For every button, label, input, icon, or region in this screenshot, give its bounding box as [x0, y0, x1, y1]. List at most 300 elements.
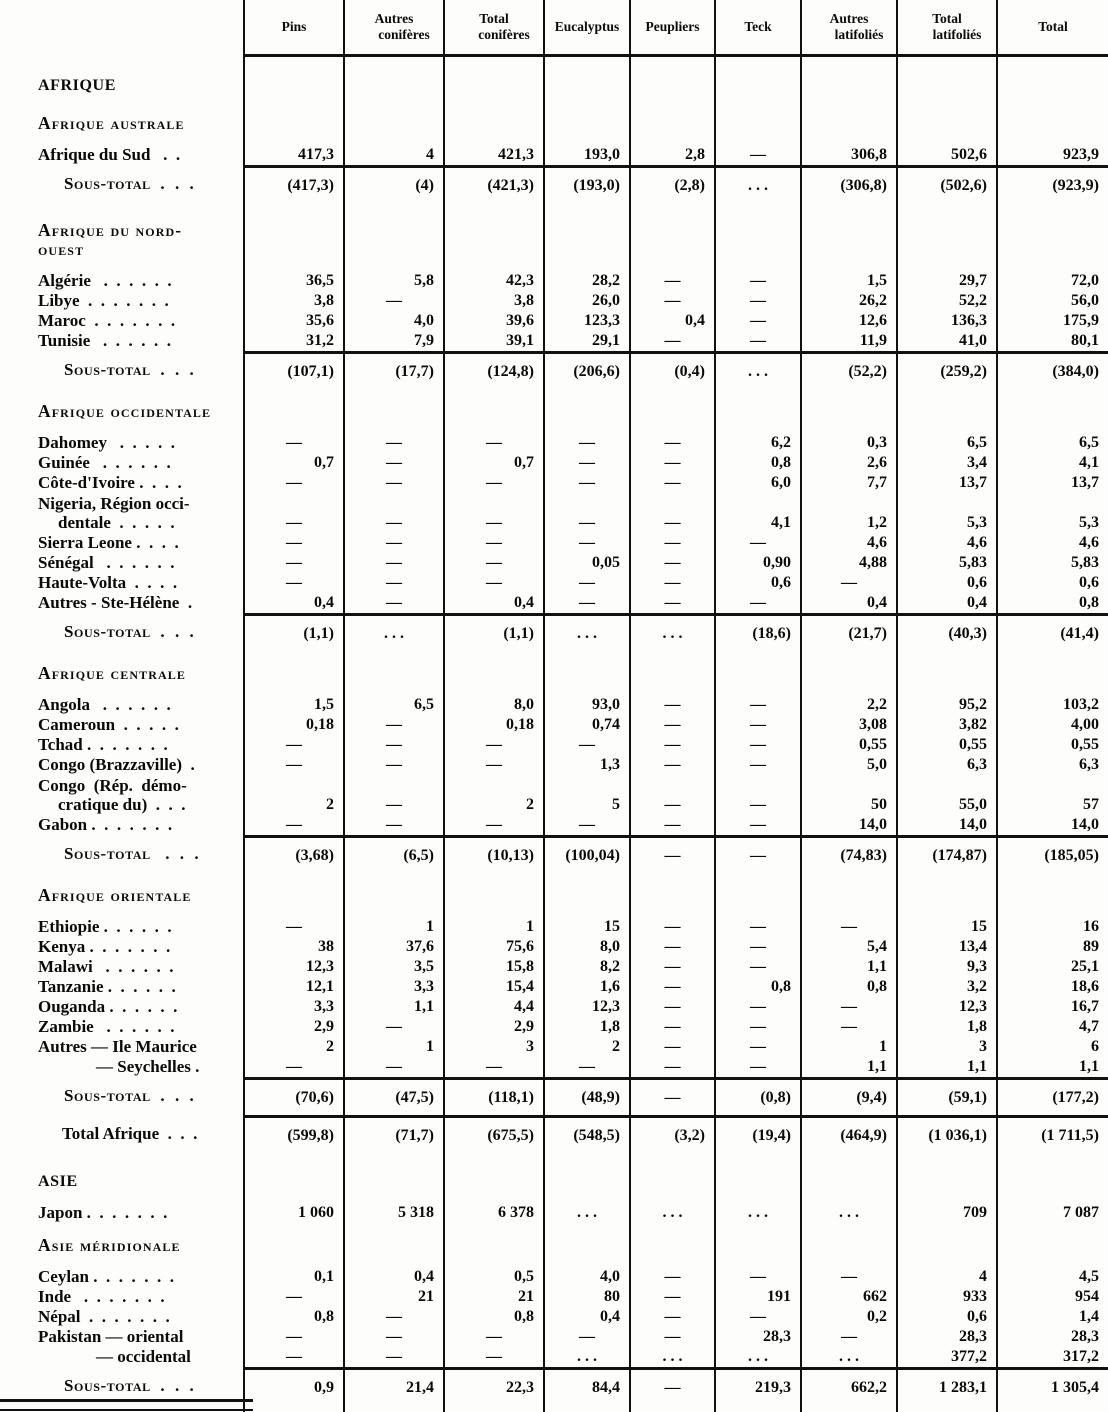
cell-eucalyptus	[543, 1115, 629, 1153]
dash-value: —	[750, 1038, 766, 1055]
numeric-value: 1,1	[414, 998, 434, 1015]
label-line: Congo (Rép. démo-	[38, 776, 187, 795]
numeric-value: 3,4	[967, 454, 987, 471]
cell-peupliers	[629, 715, 714, 735]
country-row	[0, 911, 1108, 937]
dash-value: —	[286, 434, 302, 451]
column-header-peupliers	[629, 0, 714, 57]
cell-eucalyptus	[543, 573, 629, 593]
numeric-value: 5,3	[1079, 514, 1099, 531]
cell-peupliers	[629, 473, 714, 493]
country-row	[0, 815, 1108, 835]
numeric-value: 25,1	[1071, 958, 1099, 975]
cell-teck	[714, 873, 800, 911]
cell-eucalyptus	[543, 1223, 629, 1261]
cell-peupliers	[629, 493, 714, 533]
cell-total-coniferes	[443, 291, 543, 311]
cell-total	[996, 1115, 1108, 1153]
cell-peupliers	[629, 139, 714, 165]
numeric-value: 95,2	[959, 696, 987, 713]
dash-value: —	[386, 534, 402, 551]
row-label-text	[38, 886, 192, 905]
numeric-value: 1,6	[600, 978, 620, 995]
section-heading-row	[0, 203, 1108, 265]
numeric-value: 55,0	[959, 796, 987, 813]
numeric-value: 15,4	[506, 978, 534, 995]
row-label	[0, 1017, 243, 1037]
dash-value: —	[664, 938, 681, 955]
dash-value: —	[286, 474, 302, 491]
cell-pins	[243, 331, 343, 351]
numeric-value: 38	[318, 938, 334, 955]
numeric-value: 26,0	[592, 292, 620, 309]
numeric-value: 0,8	[314, 1308, 334, 1325]
row-label-text	[38, 1124, 197, 1143]
numeric-value: 6,3	[967, 756, 987, 773]
cell-autres-latifolies	[800, 389, 896, 427]
numeric-value: 5,4	[867, 938, 887, 955]
row-label-text	[38, 291, 169, 310]
numeric-value: (59,1)	[948, 1088, 987, 1106]
dash-value: —	[750, 534, 766, 551]
numeric-value: (48,9)	[581, 1088, 620, 1106]
row-label	[0, 977, 243, 997]
cell-autres-latifolies	[800, 1327, 896, 1347]
dash-value: —	[579, 574, 595, 591]
cell-pins	[243, 613, 343, 651]
row-label-text	[38, 221, 182, 259]
cell-pins	[243, 473, 343, 493]
cell-total	[996, 835, 1108, 873]
cell-total	[996, 1367, 1108, 1405]
cell-total-coniferes	[443, 265, 543, 291]
cell-autres-coniferes	[343, 1223, 443, 1261]
numeric-value: 1,4	[1079, 1308, 1099, 1325]
country-row	[0, 493, 1108, 533]
cell-pins	[243, 573, 343, 593]
country-row	[0, 1261, 1108, 1287]
numeric-value: 0,18	[306, 716, 334, 733]
numeric-value: 2	[612, 1038, 620, 1055]
cell-total	[996, 911, 1108, 937]
cell-peupliers	[629, 835, 714, 873]
numeric-value: 2	[326, 796, 334, 813]
row-label-text	[38, 174, 194, 193]
numeric-value: 2	[326, 1038, 334, 1055]
cell-pins	[243, 1037, 343, 1057]
cell-total	[996, 573, 1108, 593]
cell-total	[996, 715, 1108, 735]
cell-autres-coniferes	[343, 473, 443, 493]
cell-teck	[714, 1077, 800, 1115]
dash-value: —	[579, 1328, 595, 1345]
dash-value: —	[750, 312, 766, 329]
column-header-label	[744, 19, 771, 35]
cell-total-coniferes	[443, 1057, 543, 1077]
cell-eucalyptus	[543, 203, 629, 265]
numeric-value: (71,7)	[395, 1126, 434, 1144]
cell-teck	[714, 651, 800, 689]
cell-total	[996, 735, 1108, 755]
section-heading-row	[0, 389, 1108, 427]
cell-eucalyptus	[543, 715, 629, 735]
cell-eucalyptus	[543, 937, 629, 957]
numeric-value: 0,4	[967, 594, 987, 611]
dash-value: —	[664, 574, 681, 591]
cell-total-coniferes	[443, 473, 543, 493]
dash-value: —	[579, 474, 595, 491]
country-row	[0, 937, 1108, 957]
numeric-value: 3,2	[967, 978, 987, 995]
numeric-value: (417,3)	[287, 176, 334, 194]
cell-teck	[714, 1017, 800, 1037]
cell-total-coniferes	[443, 689, 543, 715]
numeric-value: (384,0)	[1052, 362, 1099, 380]
cell-autres-latifolies	[800, 453, 896, 473]
cell-total-coniferes	[443, 311, 543, 331]
cell-total-coniferes	[443, 911, 543, 937]
cell-teck	[714, 427, 800, 453]
row-label	[0, 1037, 243, 1057]
cell-total	[996, 1287, 1108, 1307]
cell-eucalyptus	[543, 291, 629, 311]
dash-value: —	[486, 736, 502, 753]
cell-peupliers	[629, 389, 714, 427]
cell-total-coniferes	[443, 997, 543, 1017]
cell-total	[996, 1197, 1108, 1223]
cell-teck	[714, 331, 800, 351]
cell-pins	[243, 835, 343, 873]
section-label	[0, 101, 243, 139]
cell-teck	[714, 937, 800, 957]
cell-eucalyptus	[543, 911, 629, 937]
row-label-text	[38, 1307, 170, 1326]
cell-teck	[714, 835, 800, 873]
dash-value: —	[841, 574, 857, 591]
cell-total-coniferes	[443, 203, 543, 265]
numeric-value: 1,1	[867, 958, 887, 975]
numeric-value: 56,0	[1071, 292, 1099, 309]
cell-teck	[714, 755, 800, 775]
cell-total	[996, 473, 1108, 493]
cell-autres-latifolies	[800, 957, 896, 977]
dash-value: —	[664, 1308, 681, 1325]
cell-autres-coniferes	[343, 873, 443, 911]
country-row	[0, 957, 1108, 977]
cell-eucalyptus	[543, 1261, 629, 1287]
cell-peupliers	[629, 815, 714, 835]
numeric-value: 42,3	[506, 272, 534, 289]
cell-eucalyptus	[543, 689, 629, 715]
label-line: Sous-total . . .	[64, 844, 200, 863]
numeric-value: 3	[979, 1038, 987, 1055]
cell-eucalyptus	[543, 957, 629, 977]
numeric-value: 29,7	[959, 272, 987, 289]
cell-autres-latifolies	[800, 351, 896, 389]
cell-pins	[243, 453, 343, 473]
cell-total-latifolies	[896, 1057, 996, 1077]
dash-value: —	[386, 292, 402, 309]
cell-total-coniferes	[443, 1367, 543, 1405]
numeric-value: 193,0	[584, 146, 620, 163]
numeric-value: 1,1	[967, 1058, 987, 1075]
dash-value: —	[286, 816, 302, 833]
numeric-value: 5	[612, 796, 620, 813]
numeric-value: 37,6	[406, 938, 434, 955]
label-line: Afrique centrale	[38, 663, 186, 683]
country-row	[0, 1017, 1108, 1037]
cell-total-coniferes	[443, 1197, 543, 1223]
numeric-value: 1	[526, 918, 534, 935]
numeric-value: 0,6	[771, 574, 791, 591]
dash-value: —	[750, 998, 766, 1015]
numeric-value: 1 305,4	[1051, 1378, 1099, 1396]
country-row	[0, 689, 1108, 715]
cell-total-latifolies	[896, 291, 996, 311]
row-label	[0, 755, 243, 775]
cell-eucalyptus	[543, 1037, 629, 1057]
numeric-value: 12,3	[306, 958, 334, 975]
cell-total-latifolies	[896, 1223, 996, 1261]
cell-pins	[243, 311, 343, 331]
numeric-value: 3,3	[414, 978, 434, 995]
cell-eucalyptus	[543, 473, 629, 493]
cell-peupliers	[629, 613, 714, 651]
cell-total	[996, 1077, 1108, 1115]
country-row	[0, 427, 1108, 453]
label-line: Tunisie . . . . . .	[38, 331, 172, 350]
row-label-text	[38, 76, 116, 95]
numeric-value: 35,6	[306, 312, 334, 329]
cell-pins	[243, 689, 343, 715]
cell-pins	[243, 265, 343, 291]
cell-total-coniferes	[443, 755, 543, 775]
cell-autres-latifolies	[800, 291, 896, 311]
cell-total	[996, 553, 1108, 573]
numeric-value: 8,0	[514, 696, 534, 713]
cell-autres-coniferes	[343, 265, 443, 291]
numeric-value: (9,4)	[856, 1088, 887, 1106]
row-label	[0, 351, 243, 389]
cell-total-latifolies	[896, 1327, 996, 1347]
cell-total-coniferes	[443, 101, 543, 139]
numeric-value: 4,1	[771, 514, 791, 531]
country-row	[0, 265, 1108, 291]
cell-eucalyptus	[543, 613, 629, 651]
cell-teck	[714, 265, 800, 291]
cell-autres-coniferes	[343, 1077, 443, 1115]
numeric-value: 5,83	[1071, 554, 1099, 571]
cell-total-coniferes	[443, 835, 543, 873]
row-label-text	[38, 917, 172, 936]
dash-value: —	[579, 736, 595, 753]
label-line-2: latifoliés	[932, 27, 982, 42]
cell-total	[996, 57, 1108, 101]
cell-eucalyptus	[543, 1367, 629, 1405]
numeric-value: 4	[426, 146, 434, 163]
label-line: Kenya . . . . . . .	[38, 937, 171, 956]
numeric-value: (19,4)	[752, 1126, 791, 1144]
numeric-value: 14,0	[959, 816, 987, 833]
dash-value: —	[750, 1018, 766, 1035]
label-line: Libye . . . . . . .	[38, 291, 169, 310]
ellipsis-value: . . .	[748, 1348, 768, 1365]
row-label	[0, 1347, 243, 1367]
numeric-value: 16	[1083, 918, 1099, 935]
cell-total-latifolies	[896, 573, 996, 593]
cell-total	[996, 937, 1108, 957]
dash-value: —	[664, 998, 681, 1015]
numeric-value: 8,2	[600, 958, 620, 975]
cell-pins	[243, 1017, 343, 1037]
dash-value: —	[486, 756, 502, 773]
cell-total	[996, 1037, 1108, 1057]
dash-value: —	[386, 1328, 402, 1345]
cell-autres-coniferes	[343, 1327, 443, 1347]
numeric-value: 93,0	[592, 696, 620, 713]
dash-value: —	[750, 332, 766, 349]
numeric-value: 6 378	[498, 1204, 534, 1221]
column-header-label	[282, 19, 307, 35]
dash-value: —	[750, 958, 766, 975]
label-line: Pakistan — oriental	[38, 1327, 184, 1346]
cell-total-coniferes	[443, 331, 543, 351]
cell-eucalyptus	[543, 101, 629, 139]
numeric-value: 0,1	[314, 1268, 334, 1285]
cell-peupliers	[629, 937, 714, 957]
cell-autres-latifolies	[800, 651, 896, 689]
numeric-value: 4,7	[1079, 1018, 1099, 1035]
label-line-2: conifères	[478, 27, 530, 42]
label-line: Peupliers	[645, 19, 700, 34]
cell-peupliers	[629, 265, 714, 291]
numeric-value: 57	[1083, 796, 1099, 813]
numeric-value: (0,4)	[674, 362, 705, 380]
cell-total	[996, 493, 1108, 533]
row-label-text	[38, 311, 175, 330]
cell-autres-coniferes	[343, 735, 443, 755]
row-label-text	[38, 755, 195, 774]
country-row	[0, 735, 1108, 755]
cell-total-latifolies	[896, 1037, 996, 1057]
cell-autres-latifolies	[800, 1153, 896, 1197]
numeric-value: 0,4	[414, 1268, 434, 1285]
numeric-value: 0,4	[685, 312, 705, 329]
cell-eucalyptus	[543, 593, 629, 613]
numeric-value: 7,9	[414, 332, 434, 349]
label-line: Népal . . . . . . .	[38, 1307, 170, 1326]
dash-value: —	[386, 1058, 402, 1075]
cell-autres-latifolies	[800, 139, 896, 165]
dash-value: —	[750, 816, 766, 833]
numeric-value: (10,13)	[487, 846, 534, 864]
row-label-text	[38, 1172, 78, 1191]
dash-value: —	[286, 574, 302, 591]
row-label-text	[38, 695, 171, 714]
dash-value: —	[664, 1088, 681, 1106]
numeric-value: 1 060	[298, 1204, 334, 1221]
dash-value: —	[386, 514, 402, 531]
cell-peupliers	[629, 311, 714, 331]
row-label	[0, 1327, 243, 1347]
numeric-value: 4,00	[1071, 716, 1099, 733]
dash-value: —	[750, 1058, 766, 1075]
dash-value: —	[664, 846, 681, 864]
cell-teck	[714, 1261, 800, 1287]
numeric-value: 0,4	[867, 594, 887, 611]
numeric-value: 21,4	[406, 1378, 434, 1396]
row-label-text	[38, 1057, 199, 1076]
numeric-value: 175,9	[1063, 312, 1099, 329]
cell-autres-coniferes	[343, 1153, 443, 1197]
cell-teck	[714, 493, 800, 533]
numeric-value: 6,2	[771, 434, 791, 451]
numeric-value: (1,1)	[503, 624, 534, 642]
label-line: Guinée . . . . . .	[38, 453, 171, 472]
dash-value: —	[486, 474, 502, 491]
numeric-value: (193,0)	[573, 176, 620, 194]
label-line: Tchad . . . . . . .	[38, 735, 168, 754]
cell-eucalyptus	[543, 331, 629, 351]
numeric-value: 0,9	[314, 1378, 334, 1396]
section-heading-row	[0, 1223, 1108, 1261]
cell-teck	[714, 165, 800, 203]
cell-teck	[714, 1327, 800, 1347]
row-label	[0, 265, 243, 291]
cell-total	[996, 265, 1108, 291]
dash-value: —	[286, 756, 302, 773]
cell-pins	[243, 139, 343, 165]
ellipsis-value: . . .	[662, 1204, 683, 1221]
cell-total	[996, 311, 1108, 331]
cell-autres-coniferes	[343, 1347, 443, 1367]
country-row	[0, 997, 1108, 1017]
cell-autres-coniferes	[343, 1307, 443, 1327]
cell-total	[996, 613, 1108, 651]
cell-total	[996, 1153, 1108, 1197]
cell-total-latifolies	[896, 1367, 996, 1405]
cell-total-coniferes	[443, 427, 543, 453]
cell-eucalyptus	[543, 775, 629, 815]
cell-pins	[243, 651, 343, 689]
cell-total-coniferes	[443, 735, 543, 755]
cell-total	[996, 165, 1108, 203]
cell-autres-coniferes	[343, 1197, 443, 1223]
numeric-value: (464,9)	[840, 1126, 887, 1144]
row-label-text	[38, 715, 179, 734]
cell-total	[996, 351, 1108, 389]
label-line: Algérie . . . . . .	[38, 271, 172, 290]
cell-peupliers	[629, 1223, 714, 1261]
numeric-value: 0,55	[959, 736, 987, 753]
cell-eucalyptus	[543, 755, 629, 775]
dash-value: —	[579, 514, 595, 531]
cell-total	[996, 775, 1108, 815]
cell-peupliers	[629, 1367, 714, 1405]
label-line: Afrique du Sud . .	[38, 145, 181, 164]
cell-peupliers	[629, 1347, 714, 1367]
row-label-text	[38, 1327, 183, 1346]
cell-total-latifolies	[896, 331, 996, 351]
cell-total-coniferes	[443, 493, 543, 533]
cell-total-latifolies	[896, 613, 996, 651]
cell-teck	[714, 473, 800, 493]
cell-peupliers	[629, 427, 714, 453]
country-row	[0, 593, 1108, 613]
cell-autres-coniferes	[343, 291, 443, 311]
dash-value: —	[286, 918, 302, 935]
country-row	[0, 775, 1108, 815]
